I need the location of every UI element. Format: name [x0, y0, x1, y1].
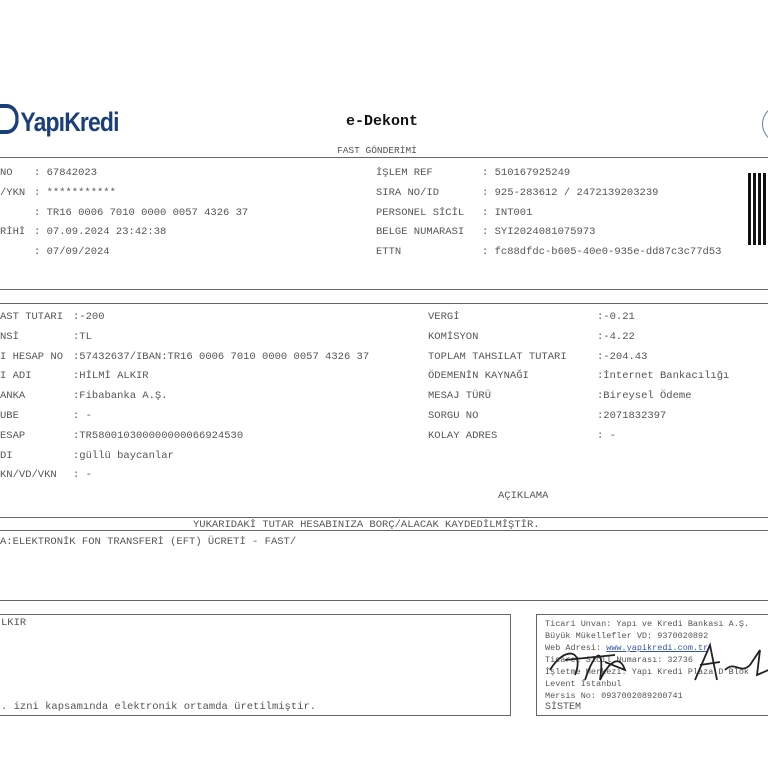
bank-info-line: Ticaret Sicil Numarası: 32736 — [545, 655, 693, 665]
detail-left-value: :güllü baycanlar — [73, 449, 174, 462]
info-left-value: : 07/09/2024 — [34, 246, 110, 259]
detail-left-value: :-200 — [73, 311, 105, 323]
info-right-label: BELGE NUMARASI — [376, 226, 465, 239]
info-left-label: /YKN — [0, 186, 26, 199]
detail-right-label: MESAJ TÜRÜ — [428, 390, 492, 403]
signature-icon — [545, 640, 768, 690]
detail-right-value: : - — [597, 429, 616, 442]
detail-right-value: :Bireysel Ödeme — [597, 390, 692, 403]
info-left-value: : 67842023 — [34, 167, 98, 179]
detail-right-label: KOLAY ADRES — [428, 429, 498, 442]
logo-mark-icon — [0, 104, 19, 134]
document-title: e-Dekont — [346, 113, 419, 130]
customer-name: LKIR — [1, 617, 27, 629]
legal-note: . izni kapsamında elektronik ortamda üretilmiştir. — [1, 701, 317, 713]
detail-right-value: :-0.21 — [597, 311, 635, 323]
detail-right-label: SORGU NO — [428, 410, 479, 422]
info-right-value: : 925-283612 / 2472139203239 — [482, 186, 659, 199]
signer-name: SİSTEM — [545, 702, 582, 713]
info-right-value: : SYI2024081075973 — [482, 226, 596, 239]
qr-code-icon — [748, 173, 768, 245]
detail-left-value: :Fibabanka A.Ş. — [73, 390, 168, 403]
detail-left-value: :HİLMİ ALKIR — [73, 370, 149, 383]
info-left-label: NO — [0, 167, 13, 179]
info-right-label: ETTN — [376, 246, 402, 259]
detail-left-label: DI — [0, 449, 13, 462]
info-left-value: : *********** — [34, 186, 116, 199]
detail-right-label: TOPLAM TAHSILAT TUTARI — [428, 350, 567, 363]
detail-left-value: :TR580010300000000066924530 — [73, 429, 244, 442]
info-right-value: : INT001 — [482, 206, 533, 219]
info-left-value: : TR16 0006 7010 0000 0057 4326 37 — [34, 206, 249, 219]
document-subtitle: FAST GÖNDERİMİ — [337, 145, 417, 156]
yapikredi-logo — [0, 104, 119, 138]
detail-left-label: ESAP — [0, 429, 26, 442]
bank-seal-icon — [762, 104, 768, 144]
detail-left-label: KN/VD/VKN — [0, 469, 57, 482]
customer-box — [0, 614, 511, 716]
logo-text: YapıKredi — [20, 107, 119, 137]
website-link[interactable]: www.yapikredi.com.tr — [606, 643, 709, 653]
detail-right-label: VERGİ — [428, 311, 460, 323]
bank-info-line: Levent İstanbul — [545, 679, 622, 689]
detail-left-label: UBE — [0, 410, 19, 422]
detail-left-label: ANKA — [0, 390, 26, 403]
bank-info-line: İşletme Merkezi: Yapı Kredi Plaza D Blok — [545, 667, 750, 677]
detail-left-value: :TL — [73, 330, 92, 343]
detail-left-label: NSİ — [0, 330, 19, 343]
detail-left-label: I HESAP NO — [0, 350, 64, 363]
info-right-label: PERSONEL SİCİL — [376, 206, 465, 219]
bank-info-line: Ticari Unvan: Yapı ve Kredi Bankası A.Ş. — [545, 619, 750, 629]
info-right-value: : fc88dfdc-b605-40e0-935e-dd87c3c77d53 — [482, 246, 722, 259]
info-left-value: : 07.09.2024 23:42:38 — [34, 226, 167, 239]
detail-left-value: : - — [73, 410, 92, 422]
notice-text: YUKARIDAKİ TUTAR HESABINIZA BORÇ/ALACAK KAYDEDİLMİŞTİR. — [193, 519, 540, 531]
detail-right-value: :-4.22 — [597, 330, 635, 343]
detail-left-value: : - — [73, 469, 92, 482]
detail-left-label: I ADI — [0, 370, 32, 383]
detail-right-label: ÖDEMENİN KAYNAĞI — [428, 370, 529, 383]
detail-right-value: :-204.43 — [597, 350, 648, 363]
info-right-value: : 510167925249 — [482, 167, 571, 179]
description-text: A:ELEKTRONİK FON TRANSFERİ (EFT) ÜCRETİ - FAST/ — [0, 536, 297, 548]
detail-right-label: KOMİSYON — [428, 330, 479, 343]
detail-left-label: AST TUTARI — [0, 311, 64, 323]
info-right-label: SIRA NO/ID — [376, 186, 440, 199]
detail-right-value: :İnternet Bankacılığı — [597, 370, 730, 383]
detail-left-value: :57432637/IBAN:TR16 0006 7010 0000 0057 4326 37 — [73, 350, 370, 363]
info-left-label: RİHİ — [0, 226, 26, 239]
bank-info-line: Büyük Mükellefler VD: 9370020892 — [545, 631, 709, 641]
web-label: Web Adresi: — [545, 643, 607, 653]
detail-right-value: :2071832397 — [597, 410, 667, 422]
info-right-label: İŞLEM REF — [376, 167, 433, 179]
bank-info-line: Mersis No: 0937002089200741 — [545, 691, 683, 701]
aciklama-label: AÇIKLAMA — [498, 490, 549, 502]
